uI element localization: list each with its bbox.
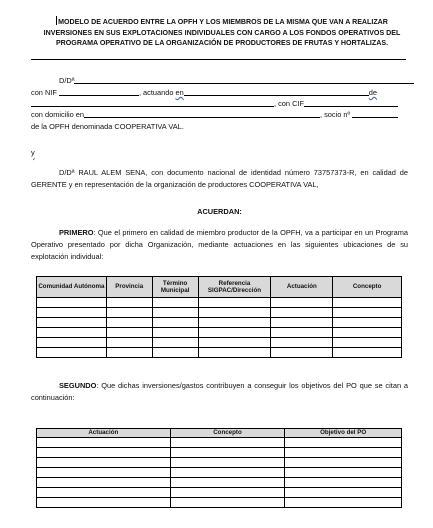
table-row (37, 478, 402, 488)
de-label: de (368, 88, 377, 97)
table-cell[interactable] (333, 318, 402, 328)
column-header: Actuación (271, 277, 333, 298)
nif-line (31, 88, 377, 98)
cif-label: , con CIF (274, 99, 304, 108)
nif-fill (59, 88, 139, 96)
table-cell[interactable] (271, 338, 333, 348)
table-cell[interactable] (198, 338, 271, 348)
document-title (36, 16, 408, 49)
table-cell[interactable] (37, 468, 171, 478)
column-header: Actuación (37, 429, 171, 438)
table-cell[interactable] (198, 298, 271, 308)
table-cell[interactable] (37, 308, 107, 318)
column-header: Concepto (333, 277, 402, 298)
nif-label: con NIF (31, 88, 57, 97)
table-row (37, 328, 402, 338)
table-row (37, 498, 402, 508)
text-cursor (56, 16, 57, 25)
segundo-label: SEGUNDO (59, 381, 97, 390)
table-header-row (37, 429, 402, 438)
table-cell[interactable] (271, 318, 333, 328)
table-cell[interactable] (37, 488, 171, 498)
table-cell[interactable] (285, 458, 402, 468)
table-row (37, 488, 402, 498)
table-cell[interactable] (106, 318, 152, 328)
table-row (37, 318, 402, 328)
table-cell[interactable] (285, 498, 402, 508)
table-cell[interactable] (285, 478, 402, 488)
primero-text: : Que el primero en calidad de miembro productor de la OPFH, va a participar en un Programa Operativo presentado por dicha Organización, mediante actuaciones en las siguientes ubicaciones de su explotación individual: (31, 228, 408, 261)
primero-paragraph (31, 227, 408, 263)
opfh-line: de la OPFH denominada COOPERATIVA VAL. (31, 122, 184, 131)
document-title-text: MODELO DE ACUERDO ENTRE LA OPFH Y LOS MIEMBROS DE LA MISMA QUE VAN A REALIZAR INVERSIONES EN SUS EXPLOTACIONES INDIVIDUALES CON CARGO A LOS FONDOS OPERATIVOS DEL PROGRAMA OPERATIVO DE LA ORGANIZACIÓN DE PRODUCTORES DE FRUTAS Y HORTALIZAS. (43, 18, 401, 47)
title-divider (31, 59, 406, 60)
table-cell[interactable] (37, 478, 171, 488)
cif-line (31, 99, 398, 109)
table-cell[interactable] (271, 328, 333, 338)
segundo-paragraph (31, 380, 408, 404)
table-row (37, 298, 402, 308)
table-cell[interactable] (198, 328, 271, 338)
table-cell[interactable] (198, 318, 271, 328)
table-cell[interactable] (285, 448, 402, 458)
domicilio-fill (84, 110, 320, 118)
table-cell[interactable] (106, 298, 152, 308)
table-cell[interactable] (333, 298, 402, 308)
entity-fill (31, 99, 274, 107)
name-label: D/Dª (59, 76, 75, 85)
table-cell[interactable] (37, 298, 107, 308)
column-header: Provincia (106, 277, 152, 298)
table-cell[interactable] (271, 308, 333, 318)
table-cell[interactable] (170, 498, 285, 508)
table-cell[interactable] (285, 438, 402, 448)
table-cell[interactable] (37, 458, 171, 468)
table-cell[interactable] (152, 328, 198, 338)
table-cell[interactable] (106, 308, 152, 318)
table-cell[interactable] (271, 298, 333, 308)
domicilio-label: con domicilio en (31, 110, 84, 119)
table-cell[interactable] (37, 438, 171, 448)
name-line (59, 76, 414, 86)
domicilio-line (31, 110, 398, 120)
table-cell[interactable] (285, 488, 402, 498)
table-cell[interactable] (170, 438, 285, 448)
table-cell[interactable] (271, 348, 333, 358)
table-row (37, 458, 402, 468)
table-cell[interactable] (170, 458, 285, 468)
segundo-text: : Que dichas inversiones/gastos contribuyen a conseguir los objetivos del PO que se citan a continuación: (31, 381, 408, 402)
table-cell[interactable] (37, 318, 107, 328)
table-cell[interactable] (170, 478, 285, 488)
table-cell[interactable] (198, 308, 271, 318)
primero-label: PRIMERO (59, 228, 94, 237)
table-row (37, 448, 402, 458)
table-cell[interactable] (170, 448, 285, 458)
representative-paragraph: D/Dª RAUL ALEM SENA, con documento nacional de identidad número 73757373-R, en calidad de GERENTE y en representación de la organización de productores COOPERATIVA VAL, (31, 168, 408, 189)
acuerdan-heading: ACUERDAN: (197, 207, 242, 216)
table-cell[interactable] (37, 348, 107, 358)
table-cell[interactable] (152, 308, 198, 318)
objectives-table (36, 428, 402, 508)
table-cell[interactable] (37, 448, 171, 458)
table-cell[interactable] (333, 338, 402, 348)
table-row (37, 348, 402, 358)
locations-table (36, 276, 402, 358)
socio-fill (352, 110, 398, 118)
column-header: Referencia SIGPAC/Dirección (198, 277, 271, 298)
column-header: Término Municipal (152, 277, 198, 298)
column-header: Objetivo del PO (285, 429, 402, 438)
table-cell[interactable] (106, 328, 152, 338)
table-cell[interactable] (333, 308, 402, 318)
en-fill (184, 88, 369, 96)
table-cell[interactable] (106, 348, 152, 358)
table-row (37, 438, 402, 448)
column-header: Concepto (170, 429, 285, 438)
table-cell[interactable] (170, 488, 285, 498)
column-header: Comunidad Autónoma (37, 277, 107, 298)
table-cell[interactable] (198, 348, 271, 358)
table-row (37, 338, 402, 348)
table-cell[interactable] (333, 328, 402, 338)
table-header-row (37, 277, 402, 298)
en-label: en (175, 88, 184, 97)
table-cell[interactable] (152, 298, 198, 308)
table-cell[interactable] (106, 338, 152, 348)
table-cell[interactable] (285, 468, 402, 478)
table-cell[interactable] (37, 338, 107, 348)
actuando-label: , actuando (138, 88, 174, 97)
table-cell[interactable] (37, 498, 171, 508)
table-row (37, 468, 402, 478)
table-cell[interactable] (37, 328, 107, 338)
table-cell[interactable] (170, 468, 285, 478)
socio-label: , socio nº (320, 110, 351, 119)
table-cell[interactable] (333, 348, 402, 358)
table-cell[interactable] (152, 338, 198, 348)
table-row (37, 308, 402, 318)
y-connector: y (31, 148, 35, 157)
table-cell[interactable] (152, 318, 198, 328)
cif-fill (304, 99, 398, 107)
name-fill (74, 76, 414, 84)
table-cell[interactable] (152, 348, 198, 358)
